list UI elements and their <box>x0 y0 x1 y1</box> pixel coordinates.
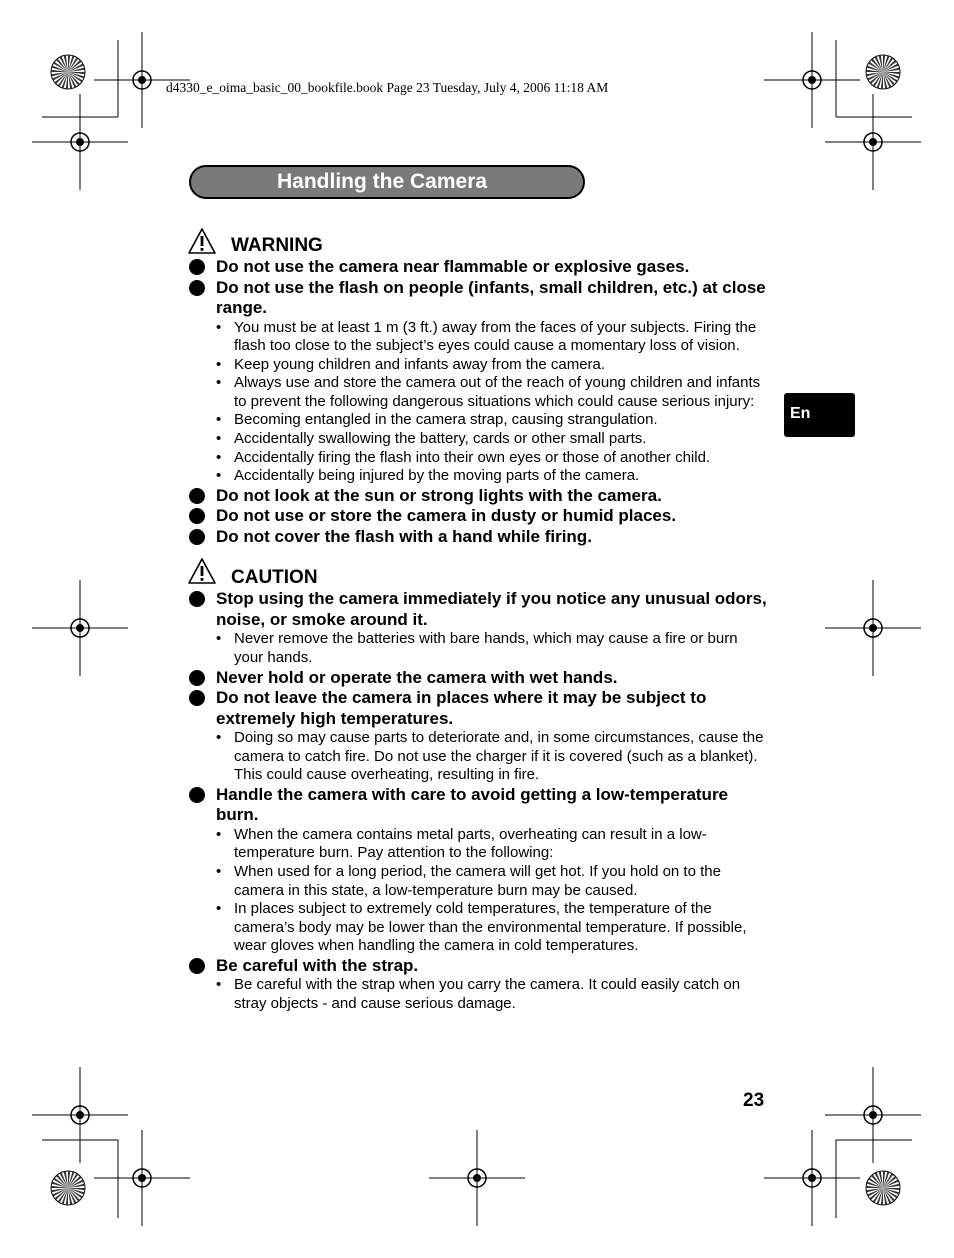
item-text: Do not use the flash on people (infants, small children, etc.) at close range. <box>216 277 766 317</box>
bold-bullet-item <box>188 956 768 977</box>
small-bullet-icon: • <box>216 900 222 918</box>
bold-bullet-item <box>188 278 768 319</box>
sub-item-text: Accidentally being injured by the moving parts of the camera. <box>234 467 640 485</box>
registration-target-icon <box>32 580 128 676</box>
small-bullet-icon: • <box>216 355 222 373</box>
small-bullet-icon: • <box>216 863 222 880</box>
sub-bullet-item <box>188 863 768 900</box>
bold-bullet-item <box>188 527 768 548</box>
section-title-bar <box>189 165 585 199</box>
sub-bullet-item <box>188 826 768 863</box>
item-text: Be careful with the strap. <box>216 955 419 975</box>
warning-triangle-icon <box>188 557 218 585</box>
sub-bullet-item <box>188 319 768 356</box>
bullet-dot-icon <box>189 670 205 686</box>
registration-target-icon <box>825 580 921 676</box>
registration-target-icon <box>32 94 128 190</box>
small-bullet-icon: • <box>216 630 222 648</box>
page-title: Handling the Camera <box>277 170 488 193</box>
bullet-dot-icon <box>189 259 205 275</box>
small-bullet-icon: • <box>216 374 222 392</box>
starburst-target-icon <box>866 1171 900 1205</box>
bold-bullet-item <box>188 589 768 630</box>
sub-item-text: When used for a long period, the camera will get hot. If you hold on to the camera in this state, a low-temperature burn may be caused. <box>234 863 721 899</box>
safety-content <box>188 225 768 1014</box>
small-bullet-icon: • <box>216 729 222 747</box>
section-label: WARNING <box>231 235 323 256</box>
small-bullet-icon: • <box>216 411 222 429</box>
sub-bullet-item <box>188 467 768 486</box>
bullet-dot-icon <box>189 488 205 504</box>
sub-bullet-item <box>188 449 768 468</box>
section-heading-warning <box>188 225 768 257</box>
sub-bullet-item <box>188 976 768 1013</box>
small-bullet-icon: • <box>216 976 222 994</box>
sub-item-text: Never remove the batteries with bare hands, which may cause a fire or burn your hands. <box>234 630 738 666</box>
sub-bullet-item <box>188 630 768 667</box>
sub-item-text: You must be at least 1 m (3 ft.) away from the faces of your subjects. Firing the flash too close to the subject’s eyes could cause a momentary loss of vision. <box>234 318 757 355</box>
bold-bullet-item <box>188 668 768 689</box>
starburst-target-icon <box>866 55 900 89</box>
sub-item-text: Accidentally firing the flash into their own eyes or those of another child. <box>234 448 711 466</box>
starburst-target-icon <box>51 1171 85 1205</box>
page-number: 23 <box>743 1090 765 1111</box>
sub-item-text: Keep young children and infants away from the camera. <box>234 355 606 373</box>
item-text: Stop using the camera immediately if you notice any unusual odors, noise, or smoke around it. <box>216 589 767 629</box>
sub-bullet-item <box>188 374 768 411</box>
item-text: Do not use the camera near flammable or explosive gases. <box>216 257 690 276</box>
registration-target-icon <box>825 1067 921 1163</box>
item-text: Do not look at the sun or strong lights with the camera. <box>216 485 662 505</box>
small-bullet-icon: • <box>216 467 222 485</box>
registration-target-icon <box>764 1130 860 1226</box>
registration-target-icon <box>825 94 921 190</box>
sub-item-text: When the camera contains metal parts, overheating can result in a low-temperature burn. Pay attention to the following: <box>234 825 707 862</box>
bullet-dot-icon <box>189 591 205 607</box>
sub-item-text: Doing so may cause parts to deteriorate and, in some circumstances, cause the camera to catch fire. Do not use the charger if it is covered (such as a blanket). This could cause overheating, resulting in fire. <box>234 729 764 784</box>
section-label: CAUTION <box>231 567 318 589</box>
item-text: Do not cover the flash with a hand while firing. <box>216 526 592 546</box>
sub-item-text: Always use and store the camera out of the reach of young children and infants to prevent the following dangerous situations which could cause serious injury: <box>234 374 761 410</box>
small-bullet-icon: • <box>216 448 222 466</box>
sub-item-text: Becoming entangled in the camera strap, causing strangulation. <box>234 411 658 429</box>
bold-bullet-item <box>188 688 768 729</box>
item-text: Do not leave the camera in places where it may be subject to extremely high temperatures. <box>216 688 707 728</box>
bullet-dot-icon <box>189 787 205 803</box>
bold-bullet-item <box>188 506 768 527</box>
item-text: Handle the camera with care to avoid getting a low-temperature burn. <box>216 784 729 825</box>
bullet-dot-icon <box>189 690 205 706</box>
warning-triangle-icon <box>188 227 218 255</box>
language-tab-label: En <box>790 405 811 422</box>
starburst-target-icon <box>51 55 85 89</box>
item-text: Never hold or operate the camera with wet hands. <box>216 667 618 687</box>
bold-bullet-item <box>188 257 768 278</box>
sub-bullet-item <box>188 729 768 785</box>
bullet-dot-icon <box>189 529 205 545</box>
registration-target-icon <box>94 1130 190 1226</box>
registration-target-icon <box>764 32 860 128</box>
sub-bullet-item <box>188 900 768 956</box>
sub-item-text: In places subject to extremely cold temperatures, the temperature of the camera’s body may be lower than the environmental temperature. If possible, wear gloves when handling the camera in cold temperatures. <box>234 900 747 955</box>
language-tab <box>784 393 855 437</box>
sub-bullet-item <box>188 430 768 449</box>
bold-bullet-item <box>188 486 768 507</box>
registration-target-icon <box>32 1067 128 1163</box>
file-info-header: d4330_e_oima_basic_00_bookfile.book Page 23 Tuesday, July 4, 2006 11:18 AM <box>166 80 609 95</box>
bullet-dot-icon <box>189 958 205 974</box>
bold-bullet-item <box>188 785 768 826</box>
sub-bullet-item <box>188 356 768 375</box>
item-text: Do not use or store the camera in dusty or humid places. <box>216 506 677 526</box>
sub-bullet-item <box>188 411 768 430</box>
sub-item-text: Be careful with the strap when you carry the camera. It could easily catch on stray objects - and cause serious damage. <box>234 976 741 1013</box>
bullet-dot-icon <box>189 280 205 296</box>
section-heading-caution <box>188 555 768 589</box>
small-bullet-icon: • <box>216 430 222 448</box>
bullet-dot-icon <box>189 508 205 524</box>
registration-target-icon <box>429 1130 525 1226</box>
sub-item-text: Accidentally swallowing the battery, cards or other small parts. <box>234 430 647 448</box>
small-bullet-icon: • <box>216 318 222 336</box>
small-bullet-icon: • <box>216 825 222 843</box>
